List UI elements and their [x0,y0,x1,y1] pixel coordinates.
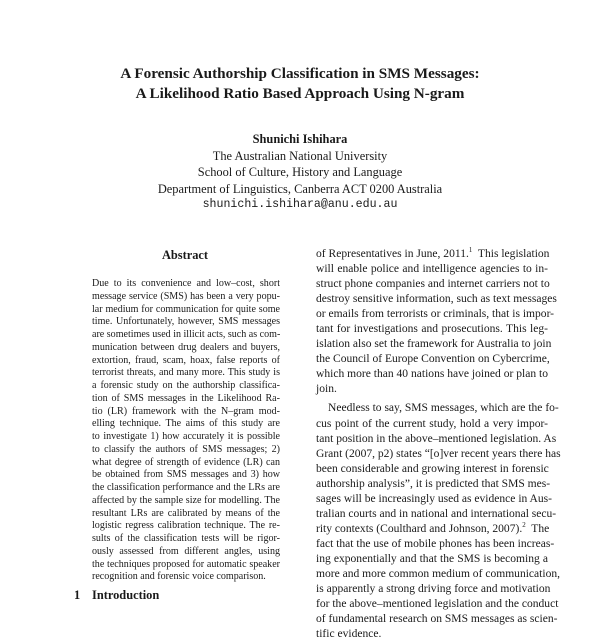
paper-title [0,64,600,104]
author-email[interactable]: shunichi.ishihara@anu.edu.au [202,198,398,212]
abstract-line: terrorist threats, and many more. This study is [92,367,280,379]
abstract-heading: Abstract [161,248,209,262]
abstract-line: the classification performance and the LRs are [92,482,280,493]
abstract-line: what degree of strength of evidence (LR) can [92,456,280,468]
body-right-column [316,246,561,642]
body-text: This legislation [472,248,550,260]
body-line: for the above–mentioned legislation and the conduct [316,598,559,611]
body-line: tific evidence. [316,628,382,641]
body-line: more and more common medium of communication, [316,567,561,580]
abstract-line: a forensic study on the authorship classifica- [92,380,280,391]
abstract-line: ously assessed from different angles, using [92,545,280,557]
affiliation-line: School of Culture, History and Language [197,165,403,180]
abstract-line: be obtained from SMS messages and 3) how [92,469,280,481]
section-heading-introduction [74,588,159,603]
body-text: rity contexts (Coulthard and Johnson, 2007). [316,522,523,535]
abstract-line: to investigate 1) how accurately it is possible [92,431,280,442]
abstract-line: message service (SMS) has been a very popu- [92,290,280,302]
body-line [316,247,548,262]
abstract-line: Due to its convenience and low–cost, short [92,278,280,289]
footnote-marker[interactable]: 1 [468,246,473,255]
abstract-line: time. Unfortunately, however, SMS messages [92,316,280,328]
body-line: Needless to say, SMS messages, which are the fo- [328,402,559,415]
section-title: Introduction [92,588,160,602]
body-line: the Council of Europe Convention on Cybercrime, [316,353,550,366]
section-number: 1 [74,588,81,602]
body-line: is apparently a strong driving force and motivation [316,583,551,596]
body-line: destroy sensitive information, such as text messages [316,293,557,306]
affiliation-line: Department of Linguistics, Canberra ACT 0200 Australia [157,181,443,196]
body-line: which more than 40 nations have joined or plan to [316,368,548,381]
abstract-line: affected by the sample size for modelling. The [92,494,280,506]
abstract-line: recognition and forensic voice comparison. [92,571,266,583]
body-line: struct phone companies and internet carriers not to [316,278,550,291]
abstract-line: elling technique. The aims of this study are [92,418,280,430]
body-line: fact that the use of mobile phones has been increas- [316,537,555,550]
abstract-line: munication between drug dealers and buyers, [92,341,280,353]
body-line: cus point of the current study, hold a very impor- [316,417,548,430]
body-text: The [525,522,550,535]
body-line: of fundamental research on SMS messages as scien- [316,613,558,626]
affiliation-line: The Australian National University [212,148,388,163]
abstract-line: sults of the classification tests will be rigor- [92,533,280,544]
title-line-1: A Forensic Authorship Classification in SMS Messages: [120,65,480,82]
abstract-line: the techniques proposed for automatic speaker [92,558,280,570]
body-line: authorship analysis”, it is predicted that SMS mes- [316,477,551,490]
body-line: been considerable and growing interest in forensic [316,462,549,475]
footnote-marker[interactable]: 2 [522,521,526,529]
author-name: Shunichi Ishihara [252,132,348,146]
body-line: Grant (2007, p2) states “[o]ver recent years there has [316,447,561,460]
body-line: sages will be increasingly used as evidence in Aus- [316,492,553,505]
body-line: or emails from terrorists or criminals, that is impor- [316,308,555,321]
abstract-line: lar medium for communication for quite some [92,303,280,315]
body-line [316,522,548,537]
abstract-line: resultant LRs are calibrated by means of the [92,507,280,519]
body-line: join. [316,383,337,396]
abstract-line: tion of SMS messages in the Likelihood Ra- [92,392,280,404]
body-line: tralian courts and in national and international secu- [316,507,557,520]
author-block [0,131,600,214]
body-line: tant position in the above–mentioned legislation. As [316,432,557,445]
body-line: tant for investigations and prosecutions. This leg- [316,323,548,336]
abstract-line: are sometimes used in illicit acts, such as com- [92,329,281,340]
title-line-2: A Likelihood Ratio Based Approach Using N-gram [135,85,465,102]
body-line: ing exponentially and that the SMS is becoming a [316,552,548,565]
body-line: will enable police and intelligence agencies to in- [316,263,548,276]
abstract-line: logistic regress calibration technique. The re- [92,520,280,532]
abstract-line: to classify the authors of SMS messages; 2) [92,443,280,455]
abstract-line: tio (LR) framework with the N–gram mod- [92,405,280,417]
abstract-body [92,278,280,584]
abstract-line: extortion, fraud, scam, hoax, false reports of [92,354,280,366]
body-text: of Representatives in June, 2011. [316,248,469,260]
body-line: islation also set the framework for Australia to join [316,338,552,351]
